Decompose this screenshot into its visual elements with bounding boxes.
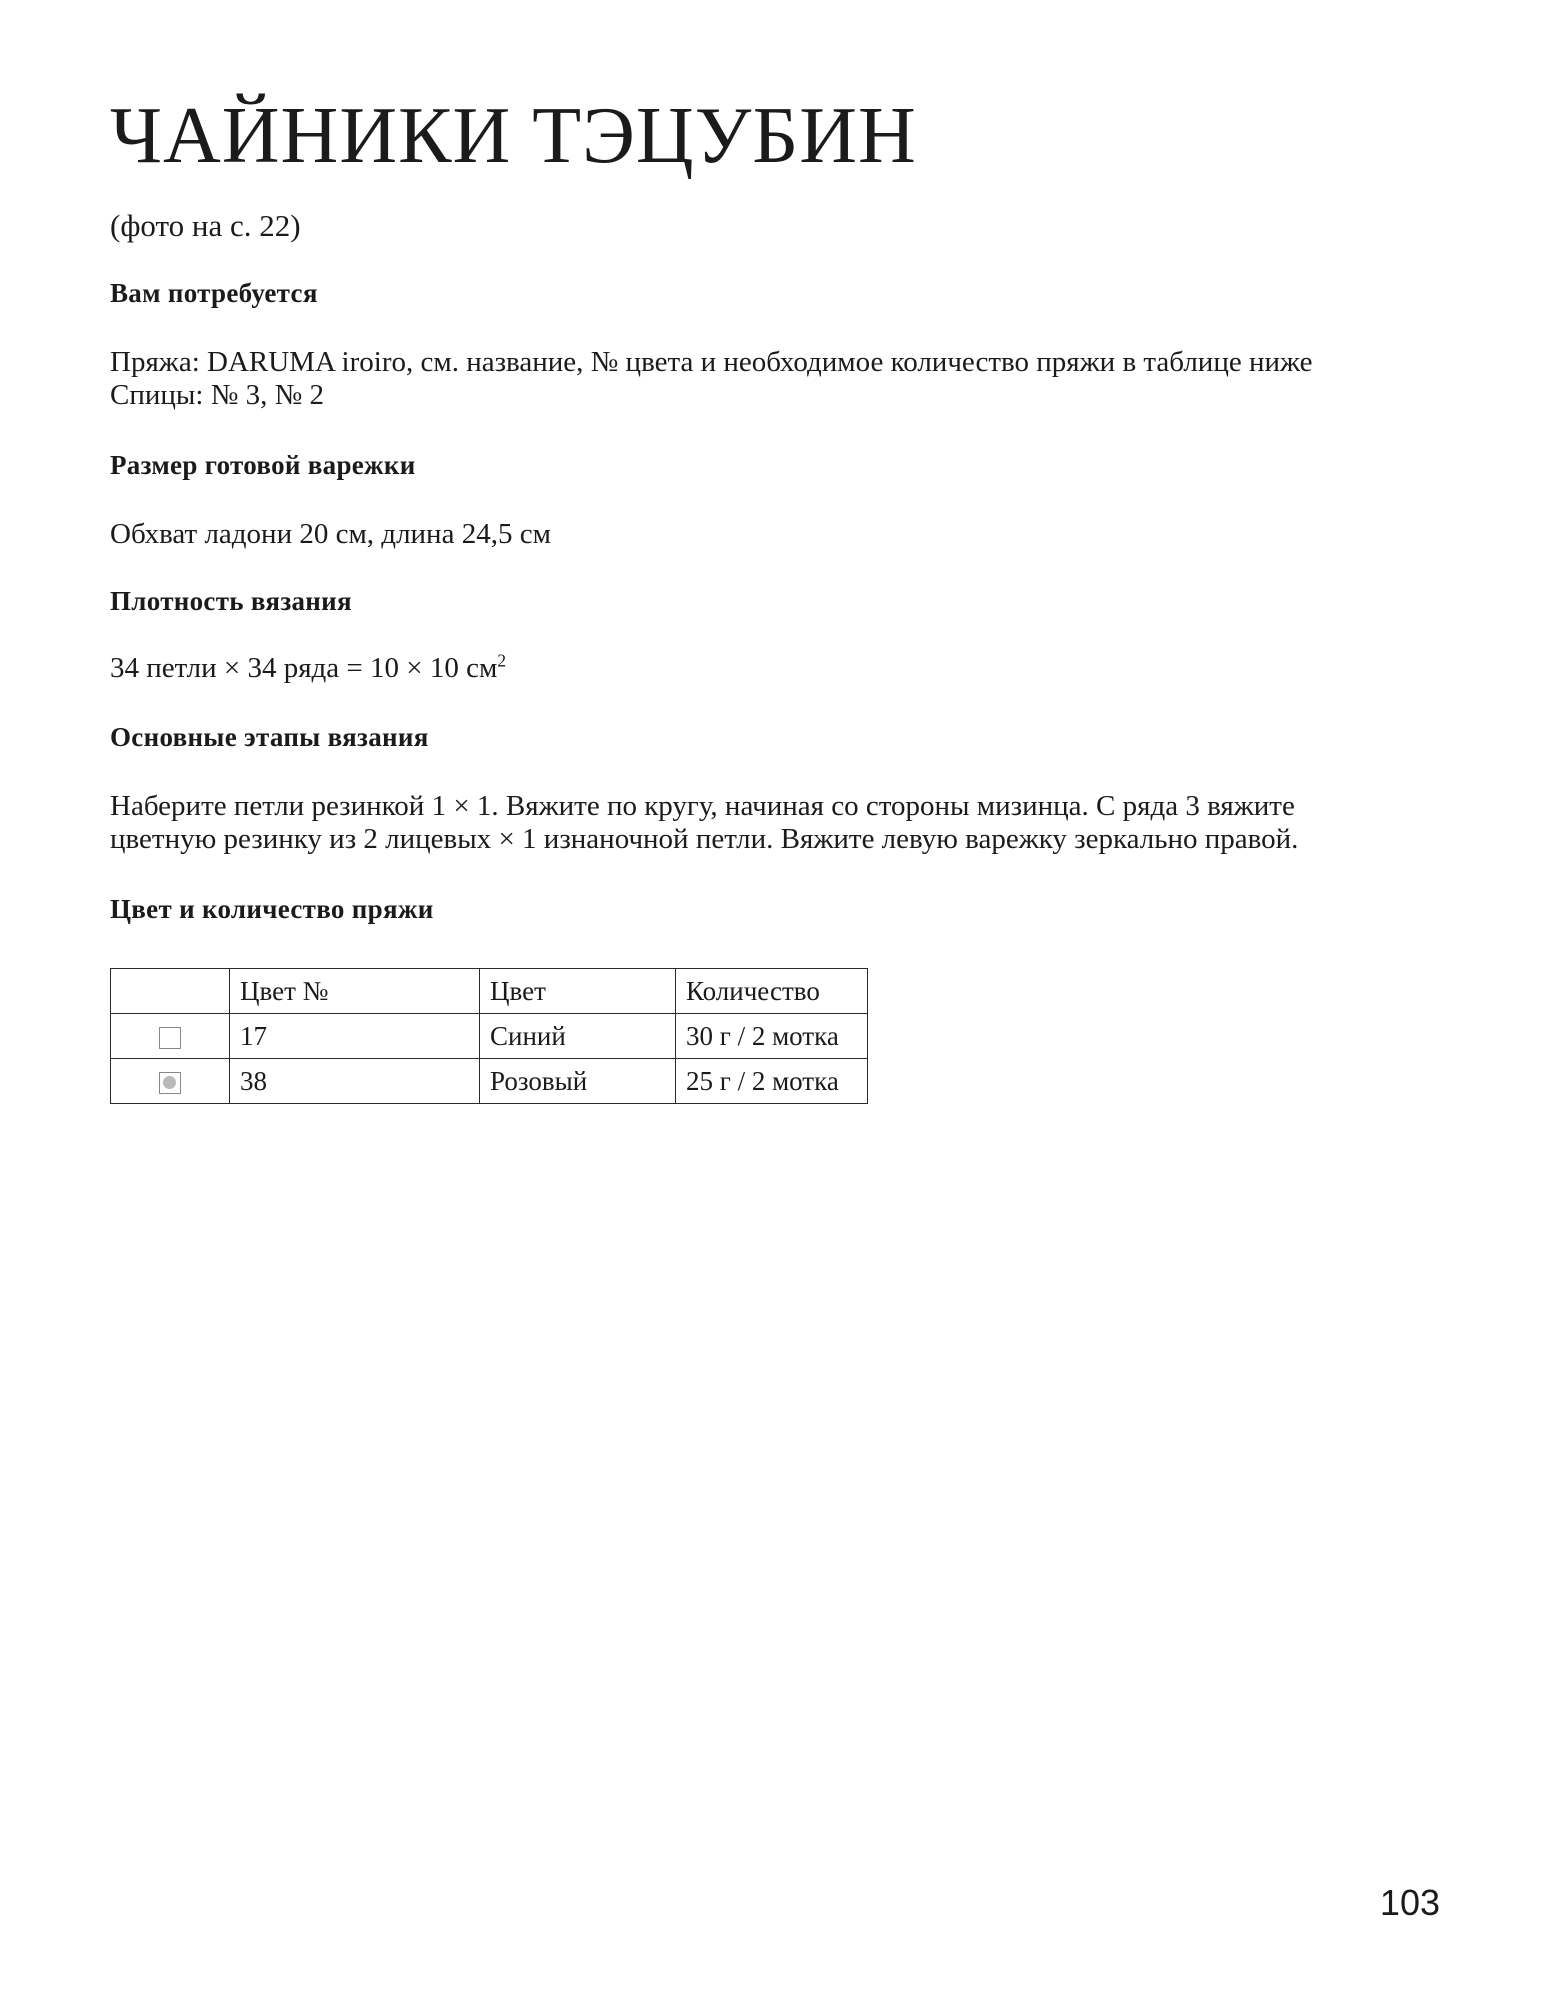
- materials-heading: Вам потребуется: [110, 278, 318, 308]
- amount-cell: 30 г / 2 мотка: [676, 1014, 868, 1059]
- needles-line: Спицы: № 3, № 2: [110, 379, 325, 411]
- gray-dot-square-icon: [159, 1072, 181, 1094]
- size-text: Обхват ладони 20 см, длина 24,5 см: [110, 518, 551, 550]
- materials-text: [110, 346, 1313, 412]
- steps-text: [110, 790, 1298, 856]
- swatch-cell: [111, 1059, 230, 1104]
- page-number: 103: [1379, 1882, 1440, 1923]
- color-number-cell: 17: [230, 1014, 480, 1059]
- steps-line-2: цветную резинку из 2 лицевых × 1 изнаночной петли. Вяжите левую варежку зеркально правой.: [110, 823, 1299, 855]
- yarn-heading: Цвет и количество пряжи: [110, 894, 434, 924]
- table-row: [111, 1059, 868, 1104]
- gauge-text: [110, 652, 506, 685]
- color-name-cell: Синий: [480, 1014, 676, 1059]
- gauge-heading: Плотность вязания: [110, 586, 352, 616]
- color-name-cell: Розовый: [480, 1059, 676, 1104]
- table-header-cell: Цвет №: [230, 969, 480, 1014]
- empty-square-icon: [159, 1027, 181, 1049]
- page-title: ЧАЙНИКИ ТЭЦУБИН: [110, 92, 917, 180]
- table-header-cell: Количество: [676, 969, 868, 1014]
- yarn-line: Пряжа: DARUMA iroiro, см. название, № цвета и необходимое количество пряжи в таблице ниже: [110, 346, 1313, 378]
- gauge-superscript: 2: [497, 650, 507, 671]
- table-header-cell: [111, 969, 230, 1014]
- gauge-value: 34 петли × 34 ряда = 10 × 10 см: [110, 652, 498, 684]
- table-header-row: [111, 969, 868, 1014]
- yarn-table: [110, 968, 868, 1104]
- color-number-cell: 38: [230, 1059, 480, 1104]
- swatch-cell: [111, 1014, 230, 1059]
- table-row: [111, 1014, 868, 1059]
- table-header-cell: Цвет: [480, 969, 676, 1014]
- size-heading: Размер готовой варежки: [110, 450, 416, 480]
- steps-heading: Основные этапы вязания: [110, 722, 429, 752]
- photo-reference: (фото на с. 22): [110, 208, 301, 243]
- amount-cell: 25 г / 2 мотка: [676, 1059, 868, 1104]
- steps-line-1: Наберите петли резинкой 1 × 1. Вяжите по кругу, начиная со стороны мизинца. С ряда 3 вяжите: [110, 790, 1295, 822]
